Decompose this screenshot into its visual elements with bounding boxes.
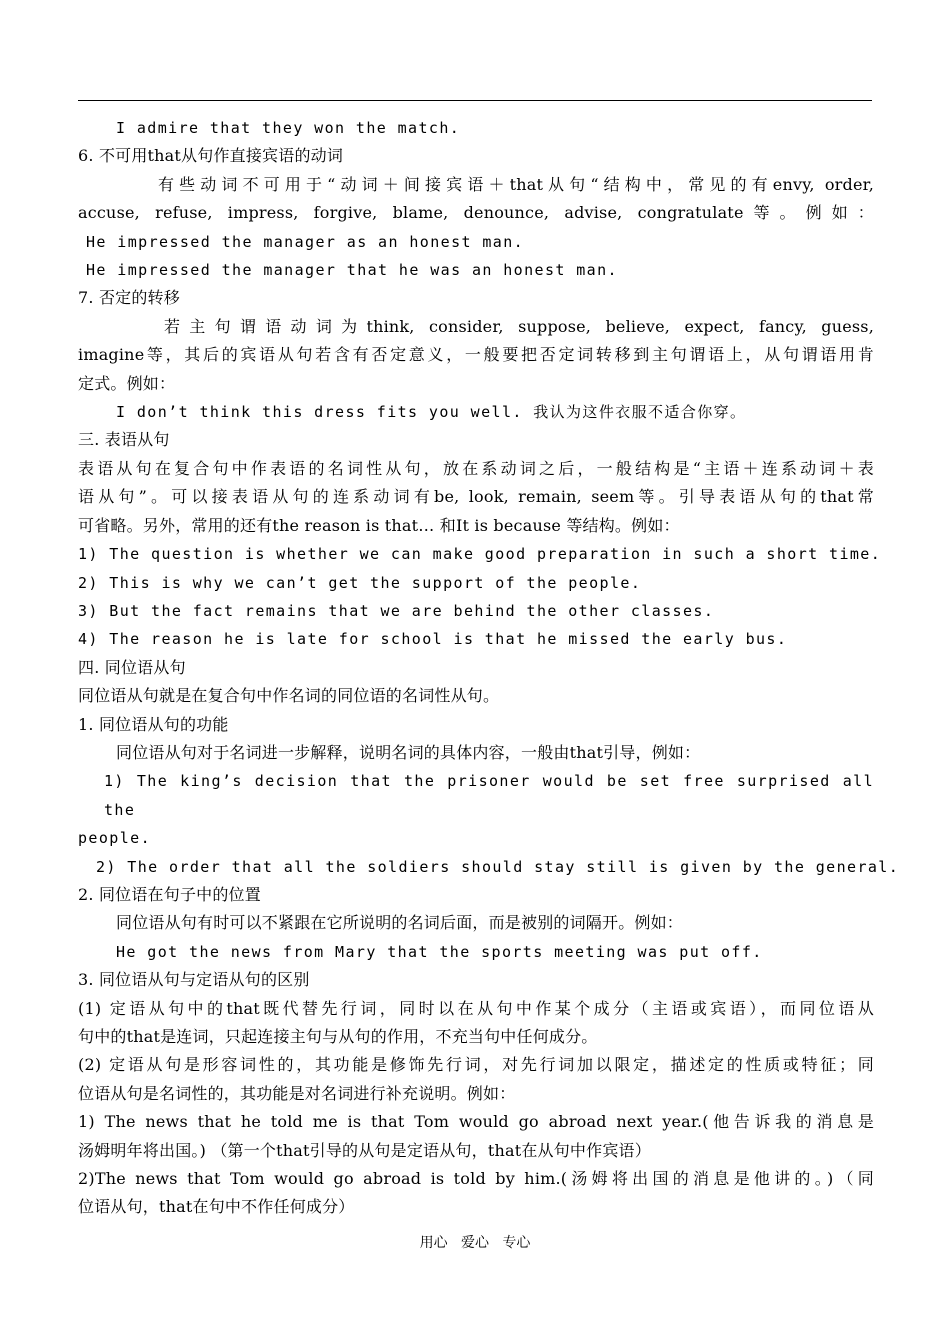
section-heading: 四. 同位语从句 — [78, 657, 186, 677]
example-sentence: 1) The news that he told me is that Tom would go abroad next year.(他告诉我的消息是 — [78, 1112, 874, 1132]
subsection-heading: 1. 同位语从句的功能 — [78, 714, 229, 734]
paragraph-line: 定式。例如： — [78, 373, 176, 393]
example-sentence: 2)The news that Tom would go abroad is told by him.(汤姆将出国的消息是他讲的。)（同 — [78, 1169, 874, 1189]
document-body — [78, 114, 900, 1222]
example-sentence: 2) This is why we can’t get the support of the people. — [78, 573, 642, 592]
paragraph-line: (2) 定语从句是形容词性的，其功能是修饰先行词，对先行词加以限定，描述定的性质或特征；同 — [78, 1055, 874, 1075]
example-sentence: I don’t think this dress fits you well. 我认为这件衣服不适合你穿。 — [116, 403, 747, 422]
paragraph-line: 汤姆明年将出国。) （第一个that引导的从句是定语从句，that在从句中作宾语） — [78, 1140, 651, 1160]
paragraph-line: accuse, refuse, impress, forgive, blame, denounce, advise, congratulate等。例如： — [78, 203, 874, 223]
subsection-heading: 3. 同位语从句与定语从句的区别 — [78, 970, 310, 990]
header-rule — [78, 100, 872, 101]
paragraph-line: 同位语从句就是在复合句中作名词的同位语的名词性从句。 — [78, 686, 500, 706]
example-sentence: 4) The reason he is late for school is that he missed the early bus. — [78, 630, 788, 649]
paragraph-line: 表语从句在复合句中作表语的名词性从句，放在系动词之后，一般结构是“主语＋连系动词＋表 — [78, 458, 874, 478]
example-sentence: He impressed the manager as an honest man. — [86, 232, 525, 251]
paragraph-line: 可省略。另外，常用的还有the reason is that… 和It is because 等结构。例如： — [78, 515, 680, 535]
section-heading: 7. 否定的转移 — [78, 288, 180, 308]
example-sentence: 1) The king’s decision that the prisoner would be set free surprised all the — [104, 772, 874, 819]
example-sentence: 1) The question is whether we can make good preparation in such a short time. — [78, 545, 882, 564]
paragraph-line: 若主句谓语动词为think, consider, suppose, believe, expect, fancy, guess, — [164, 316, 874, 336]
paragraph-line: 位语从句，that在句中不作任何成分） — [78, 1197, 355, 1217]
paragraph-line: 同位语从句有时可以不紧跟在它所说明的名词后面，而是被别的词隔开。例如： — [116, 913, 684, 933]
paragraph-line: 语从句”。可以接表语从句的连系动词有be, look, remain, seem等。引导表语从句的that常 — [78, 487, 874, 507]
paragraph-line: 有些动词不可用于“动词＋间接宾语＋that从句“结构中，常见的有envy, order, — [158, 174, 874, 194]
example-sentence: people. — [78, 829, 152, 848]
example-sentence: I admire that they won the match. — [116, 119, 461, 137]
paragraph-line: imagine等，其后的宾语从句若含有否定意义，一般要把否定词转移到主句谓语上，从句谓语用肯 — [78, 345, 874, 365]
example-sentence: He impressed the manager that he was an honest man. — [86, 261, 618, 280]
example-sentence: He got the news from Mary that the sports meeting was put off. — [116, 942, 763, 961]
paragraph-line: (1) 定语从句中的that既代替先行词，同时以在从句中作某个成分（主语或宾语），而同位语从 — [78, 998, 874, 1018]
paragraph-line: 同位语从句对于名词进一步解释，说明名词的具体内容，一般由that引导，例如： — [116, 742, 701, 762]
paragraph-line: 句中的that是连词，只起连接主句与从句的作用，不充当句中任何成分。 — [78, 1027, 598, 1046]
section-heading: 6. 不可用that从句作直接宾语的动词 — [78, 146, 344, 166]
subsection-heading: 2. 同位语在句子中的位置 — [78, 884, 261, 904]
section-heading: 三. 表语从句 — [78, 430, 170, 450]
example-sentence: 3) But the fact remains that we are behind the other classes. — [78, 601, 715, 620]
page-footer: 用心 爱心 专心 — [419, 1235, 531, 1251]
example-sentence: 2) The order that all the soldiers should stay still is given by the general. — [96, 857, 900, 876]
paragraph-line: 位语从句是名词性的，其功能是对名词进行补充说明。例如： — [78, 1083, 516, 1103]
